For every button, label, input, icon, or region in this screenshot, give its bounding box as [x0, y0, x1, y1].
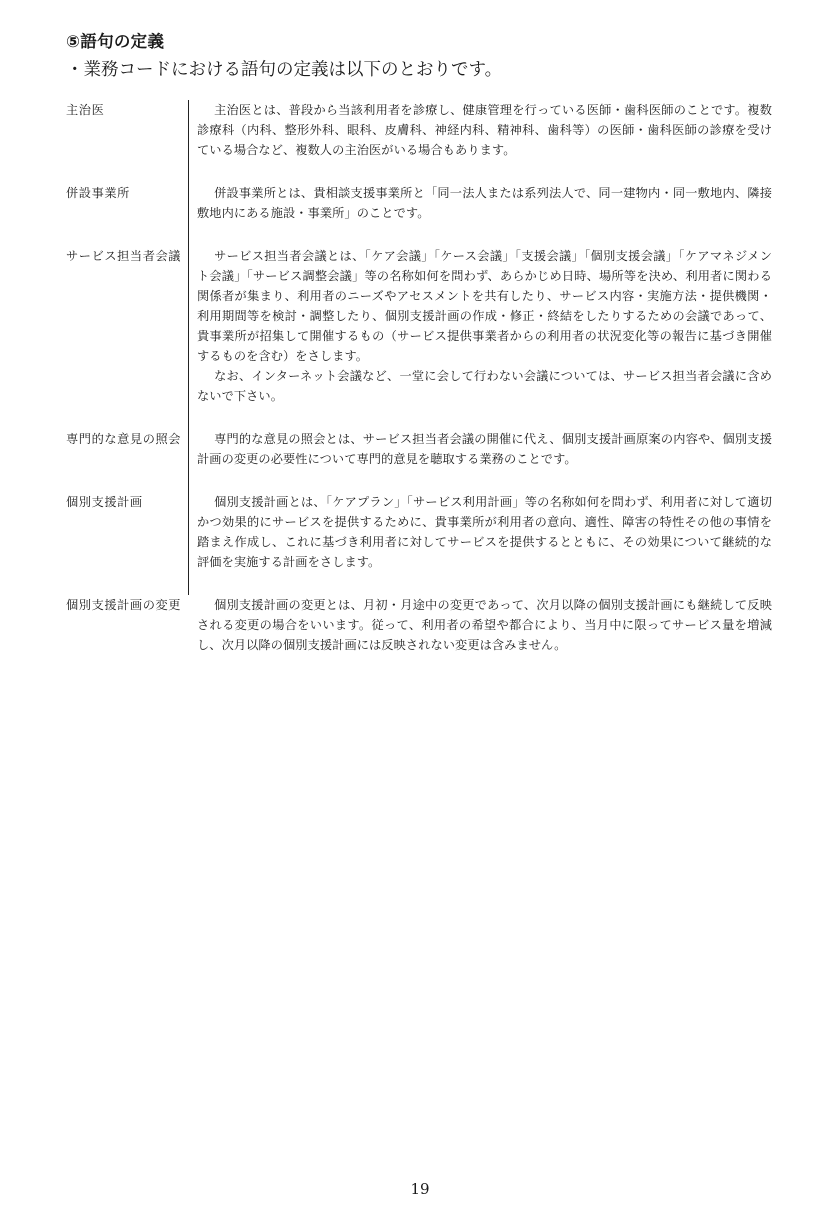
definition-paragraph: 個別支援計画の変更とは、月初・月途中の変更であって、次月以降の個別支援計画にも継続して反映される変更の場合をいいます。従って、利用者の希望や都合により、当月中に限ってサービス量を増減し、次月以降の個別支援計画には反映されない変更は含みません。 [197, 598, 772, 652]
definition-body [197, 595, 772, 655]
definition-row [66, 492, 772, 572]
definition-body [197, 183, 772, 223]
definition-paragraph: 主治医とは、普段から当該利用者を診療し、健康管理を行っている医師・歯科医師のことです。複数診療科（内科、整形外科、眼科、皮膚科、神経内科、精神科、歯科等）の医師・歯科医師の診療を受けている場合など、複数人の主治医がいる場合もあります。 [197, 103, 772, 157]
definitions-list [66, 100, 772, 678]
term-label: 主治医 [66, 103, 105, 117]
definition-paragraph: 併設事業所とは、貴相談支援事業所と「同一法人または系列法人で、同一建物内・同一敷地内、隣接敷地内にある施設・事業所」のことです。 [197, 186, 772, 220]
definition-paragraph: サービス担当者会議とは、「ケア会議」「ケース会議」「支援会議」「個別支援会議」「ケアマネジメント会議」「サービス調整会議」等の名称如何を問わず、あらかじめ日時、場所等を決め、利用者に関わる関係者が集まり、利用者のニーズやアセスメントを共有したり、サービス内容・実施方法・提供機関・利用期間等を検討・調整したり、個別支援計画の作成・修正・終結をしたりするための会議であって、貴事業所が招集して開催するもの（サービス提供事業者からの利用者の状況変化等の報告に基づき開催するものを含む）をさします。 [197, 249, 772, 363]
definition-body [197, 246, 772, 406]
page-number: 19 [410, 1180, 430, 1198]
definition-row [66, 246, 772, 406]
definition-paragraph: 専門的な意見の照会とは、サービス担当者会議の開催に代え、個別支援計画原案の内容や、個別支援計画の変更の必要性について専門的意見を聴取する業務のことです。 [197, 432, 772, 466]
definition-row [66, 595, 772, 655]
definition-paragraph: 個別支援計画とは、「ケアプラン」「サービス利用計画」等の名称如何を問わず、利用者に対して適切かつ効果的にサービスを提供するために、貴事業所が利用者の意向、適性、障害の特性その他の事情を踏まえ作成し、これに基づき利用者に対してサービスを提供するとともに、その効果について継続的な評価を実施する計画をさします。 [197, 495, 772, 569]
definition-row [66, 100, 772, 160]
term-label: 個別支援計画 [66, 495, 143, 509]
definition-body [197, 100, 772, 160]
intro-text: ・業務コードにおける語句の定義は以下のとおりです。 [66, 60, 503, 80]
definition-paragraph: なお、インターネット会議など、一堂に会して行わない会議については、サービス担当者会議に含めないで下さい。 [197, 369, 772, 403]
definition-row [66, 429, 772, 469]
term-label: 個別支援計画の変更 [66, 598, 182, 612]
term-label: 専門的な意見の照会 [66, 432, 182, 446]
section-heading: ⑤語句の定義 [66, 32, 165, 51]
term-label: サービス担当者会議 [66, 249, 182, 263]
definition-body [197, 429, 772, 469]
definition-row [66, 183, 772, 223]
term-label: 併設事業所 [66, 186, 130, 200]
definition-body [197, 492, 772, 572]
